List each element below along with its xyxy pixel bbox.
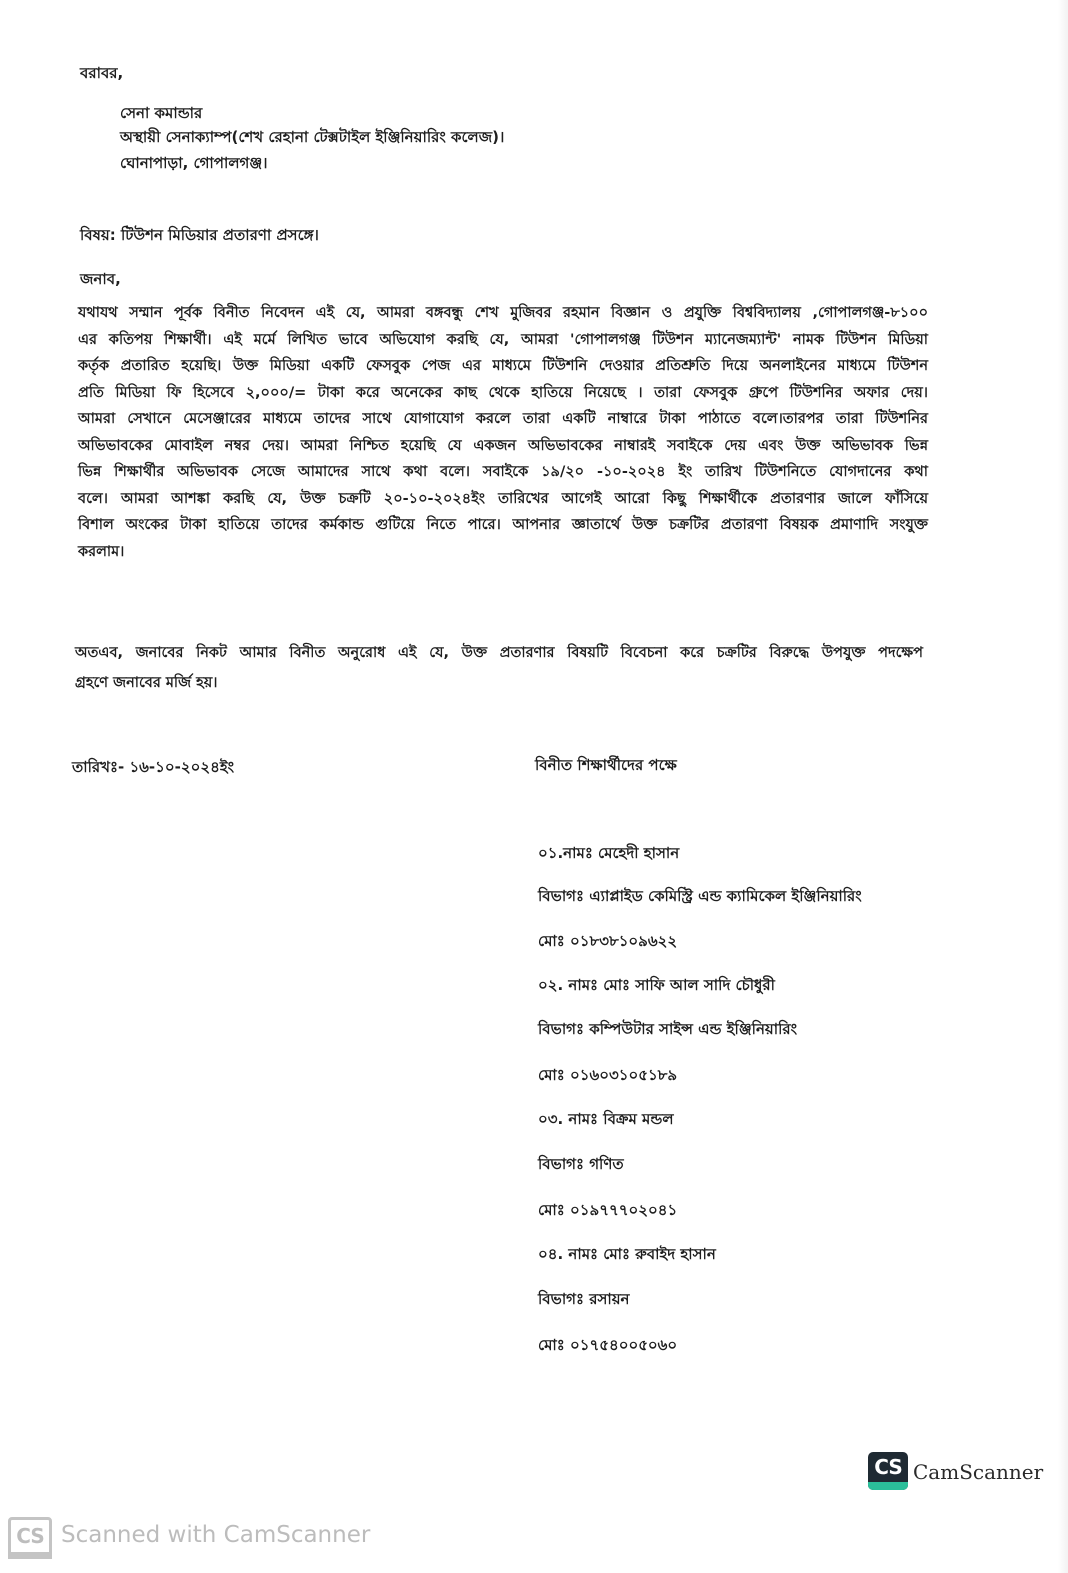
- page-edge-shadow: [1058, 0, 1068, 1573]
- signer-2-name: ০২. নামঃ মোঃ সাফি আল সাদি চৌধুরী: [538, 976, 775, 994]
- recipient-location: ঘোনাপাড়া, গোপালগঞ্জ।: [120, 154, 268, 172]
- signer-1-name: ০১.নামঃ মেহেদী হাসান: [538, 844, 680, 862]
- letter-greeting: জনাব,: [80, 270, 121, 288]
- signer-1-phone: মোঃ ০১৮৩৮১০৯৬২২: [538, 932, 678, 950]
- body-line: যথাযথ সম্মান পূর্বক বিনীত নিবেদন এই যে, আমরা বঙ্গবন্ধু শেখ মুজিবর রহমান বিজ্ঞান ও প্রযুক্তি বিশ্ববিদ্যালয় ,গোপালগঞ্জ-৮১০০: [78, 305, 928, 321]
- signer-2-department: বিভাগঃ কম্পিউটার সাইন্স এন্ড ইঞ্জিনিয়ারিং: [538, 1020, 798, 1038]
- letter-body-paragraph: [78, 300, 928, 565]
- body-line: অভিভাবকের মোবাইল নম্বর দেয়। আমরা নিশ্চিত হয়েছি যে একজন অভিভাবকের নাম্বারই সবাইকে দেয় এবং উক্ত অভিভাবক ভিন্ন: [78, 437, 928, 454]
- letter-date: তারিখঃ- ১৬-১০-২০২৪ইং: [72, 758, 235, 776]
- watermark-text: Scanned with CamScanner: [61, 1522, 371, 1548]
- camscanner-logo-icon: [868, 1452, 908, 1490]
- signer-2-phone: মোঃ ০১৬০৩১০৫১৮৯: [538, 1066, 678, 1084]
- body-line: ভিন্ন শিক্ষার্থীর অভিভাবক সেজে আমাদের সাথে কথা বলে। সবাইকে ১৯/২০ -১০-২০২৪ ইং তারিখ টিউশনিতে যোগদানের কথা: [78, 464, 928, 480]
- request-line: অতএব, জনাবের নিকট আমার বিনীত অনুরোধ এই যে, উক্ত প্রতারণার বিষয়টি বিবেচনা করে চক্রটির বিরুদ্ধে উপযুক্ত পদক্ষেপ: [75, 645, 923, 661]
- body-line: বিশাল অংকের টাকা হাতিয়ে তাদের কর্মকান্ড গুটিয়ে নিতে পারে। আপনার জ্ঞাতার্থে উক্ত চক্রটির প্রতারণা বিষয়ক প্রমাণাদি সংযুক্ত: [78, 517, 928, 533]
- signer-3-name: ০৩. নামঃ বিক্রম মন্ডল: [538, 1110, 674, 1128]
- recipient-organization: অস্থায়ী সেনাক্যাম্প(শেখ রেহানা টেক্সটাইল ইঞ্জিনিয়ারিং কলেজ)।: [120, 128, 505, 146]
- signer-1-department: বিভাগঃ এ্যাপ্লাইড কেমিস্ট্রি এন্ড ক্যামিকেল ইঞ্জিনিয়ারিং: [538, 887, 862, 905]
- body-line: এর কতিপয় শিক্ষার্থী। এই মর্মে লিখিত ভাবে অভিযোগ করছি যে, আমরা 'গোপালগঞ্জ টিউশন ম্যানেজম্যান্ট' নামক টিউশন মিডিয়া: [78, 331, 928, 348]
- body-line: কর্তৃক প্রতারিত হয়েছি। উক্ত মিডিয়া একটি ফেসবুক পেজ এর মাধ্যমে টিউশনি দেওয়ার প্রতিশ্রুতি দিয়ে অনলাইনের মাধ্যমে টিউশন: [78, 358, 928, 374]
- body-line: বলে। আমরা আশঙ্কা করছি যে, উক্ত চক্রটি ২০-১০-২০২৪ইং তারিখের আগেই আরো কিছু শিক্ষার্থীকে প্রতারণার জালে ফাঁসিয়ে: [78, 490, 928, 507]
- body-line: করলাম।: [78, 543, 125, 560]
- logo-letters: CS: [874, 1455, 902, 1479]
- signature-header: বিনীত শিক্ষার্থীদের পক্ষে: [535, 756, 677, 774]
- signer-4-name: ০৪. নামঃ মোঃ রুবাইদ হাসান: [538, 1245, 716, 1263]
- recipient-title: সেনা কমান্ডার: [120, 104, 203, 122]
- signer-3-phone: মোঃ ০১৯৭৭৭০২০৪১: [538, 1201, 678, 1219]
- watermark-cs-icon: CS: [8, 1517, 52, 1559]
- signer-4-phone: মোঃ ০১৭৫৪০০৫০৬০: [538, 1336, 678, 1354]
- signer-4-department: বিভাগঃ রসায়ন: [538, 1290, 630, 1308]
- salutation: বরাবর,: [80, 64, 124, 82]
- request-line: গ্রহণে জনাবের মর্জি হয়।: [75, 675, 218, 691]
- signer-3-department: বিভাগঃ গণিত: [538, 1155, 624, 1173]
- letter-request-paragraph: [75, 638, 923, 698]
- body-line: প্রতি মিডিয়া ফি হিসেবে ২,০০০/= টাকা করে অনেকের কাছ থেকে হাতিয়ে নিয়েছে । তারা ফেসবুক গ্রুপে টিউশনির অফার দেয়।: [78, 384, 928, 401]
- letter-subject: বিষয়: টিউশন মিডিয়ার প্রতারণা প্রসঙ্গে।: [80, 226, 319, 244]
- body-line: আমরা সেখানে মেসেঞ্জারের মাধ্যমে তাদের সাথে যোগাযোগ করলে তারা একটি নাম্বারে টাকা পাঠাতে বলে।তারপর তারা টিউশনির: [78, 411, 928, 427]
- camscanner-brand-name: CamScanner: [913, 1460, 1044, 1484]
